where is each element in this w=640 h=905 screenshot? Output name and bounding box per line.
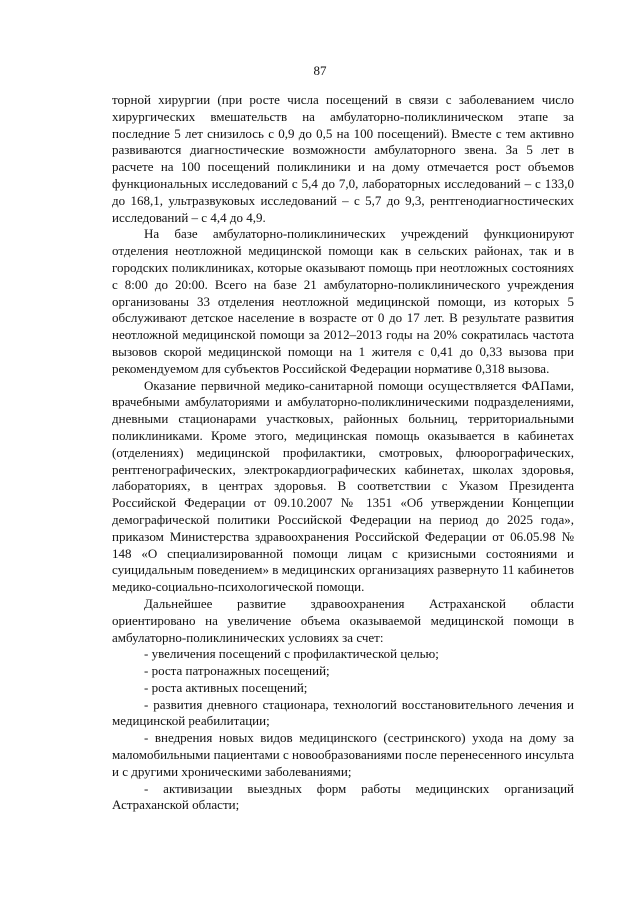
page-number: 87	[313, 63, 327, 78]
list-item: - активизации выездных форм работы медицинских организаций Астраханской области;	[112, 780, 574, 813]
paragraph-development-plan: Дальнейшее развитие здравоохранения Астраханской области ориентировано на увеличение объема оказываемой медицинской помощи в амбулаторно-поликлинических условиях за счет:	[112, 595, 574, 645]
list-item: - внедрения новых видов медицинского (сестринского) ухода на дому за маломобильными пациентами с новообразованиями после перенесенного инсульта и с другими хроническими заболеваниями;	[112, 730, 574, 779]
paragraph-surgery-diagnostics: торной хирургии (при росте числа посещений в связи с заболеванием число хирургических вмешательств на амбулаторно-поликлиническом этапе за последние 5 лет снизилось с 0,9 до 0,5 на 100 посещений). Вместе с тем активно развиваются диагностические возможности амбулаторного звена. За 5 лет в расчете на 100 посещений поликлиники и на дому отмечается рост объемов функциональных исследований с 5,4 до 7,0, лабораторных исследований – с 133,0 до 168,1, ультразвуковых исследований – с 5,7 до 9,3, рентгенодиагностических исследований – с 4,4 до 4,9.	[112, 92, 574, 225]
list-item: - развития дневного стационара, технологий восстановительного лечения и медицинской реабилитации;	[112, 696, 574, 729]
paragraph-primary-care: Оказание первичной медико-санитарной помощи осуществляется ФАПами, врачебными амбулаториями и амбулаторно-поликлиническими подразделениями, дневными стационарами участковых, районных больниц, территориальными поликлиниками. Кроме этого, медицинская помощь оказывается в кабинетах (отделениях) медицинской профилактики, смотровых, флюорографических, рентгенографических, электрокардиографических кабинетах, школах здоровья, лабораториях, в центрах здоровья. В соответствии с Указом Президента Российской Федерации от 09.10.2007 № 1351 «Об утверждении Концепции демографической политики Российской Федерации на период до 2025 года», приказом Министерства здравоохранения Российской Федерации от 06.05.98 № 148 «О специализированной помощи лицам с кризисными состояниями и суицидальным поведением» в медицинских организациях развернуто 11 кабинетов медико-социально-психологической помощи.	[112, 377, 574, 595]
list-item: - роста патронажных посещений;	[144, 663, 330, 679]
paragraph-emergency-care: На базе амбулаторно-поликлинических учреждений функционируют отделения неотложной медицинской помощи как в сельских районах, так и в городских поликлиниках, которые оказывают помощь при неотложных состояниях с 8:00 до 20:00. Всего на базе 21 амбулаторно-поликлинического учреждения организованы 33 отделения неотложной медицинской помощи, из которых 5 обслуживают детское население в возрасте от 0 до 17 лет. В результате развития неотложной медицинской помощи за 2012–2013 годы на 20% сократилась частота вызовов скорой медицинской помощи на 1 жителя с 0,41 до 0,33 вызова при рекомендуемом для субъектов Российской Федерации нормативе 0,318 вызова.	[112, 226, 574, 376]
list-item: - роста активных посещений;	[144, 679, 308, 695]
document-body	[112, 92, 574, 814]
list-item: - увеличения посещений с профилактической целью;	[144, 646, 439, 662]
